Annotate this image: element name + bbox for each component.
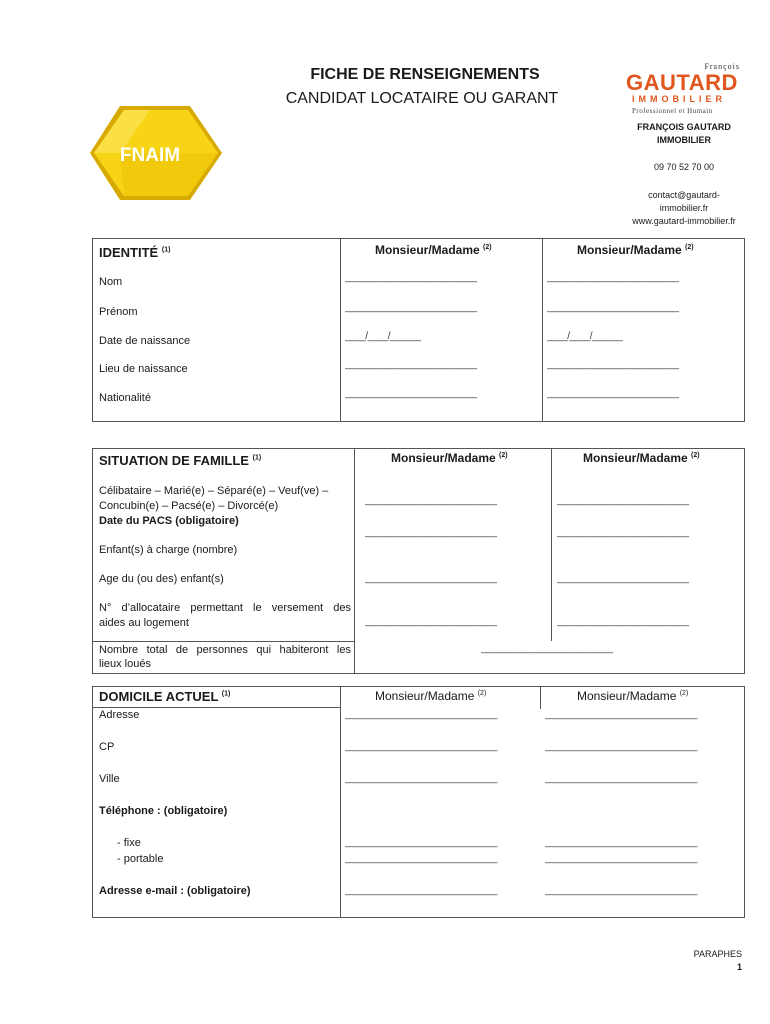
label-cp: CP [99, 741, 115, 753]
label-date-naissance: Date de naissance [99, 335, 191, 347]
label-statut-line2: Concubin(e) – Pacsé(e) – Divorcé(e) [99, 500, 279, 512]
prenom-field-1[interactable]: __________________________ [345, 302, 477, 313]
email-field-2[interactable]: ______________________________ [545, 885, 697, 896]
label-total-line1: Nombre total de personnes qui habiteront les [99, 644, 351, 656]
label-portable: - portable [117, 853, 164, 865]
date-naissance-field-2[interactable]: ____/____/______ [547, 331, 623, 342]
portable-field-2[interactable]: ______________________________ [545, 853, 697, 864]
cp-field-2[interactable]: ______________________________ [545, 741, 697, 752]
label-enfants: Enfant(s) à charge (nombre) [99, 544, 238, 556]
portable-field-1[interactable]: ______________________________ [345, 853, 497, 864]
label-telephone: Téléphone : (obligatoire) [99, 805, 228, 817]
gautard-logo-name: GAUTARD [626, 70, 738, 95]
prenom-field-2[interactable]: __________________________ [547, 302, 679, 313]
nom-field-1[interactable]: __________________________ [345, 272, 477, 283]
famille-title: SITUATION DE FAMILLE $^{(1)}$ [99, 453, 262, 468]
famille-col-2-header: Monsieur/Madame $^{(2)}$ [583, 451, 700, 465]
identite-col-1-header: Monsieur/Madame $^{(2)}$ [375, 243, 492, 257]
cp-field-1[interactable]: ______________________________ [345, 741, 497, 752]
label-email: Adresse e-mail : (obligatoire) [99, 885, 251, 897]
form-title: FICHE DE RENSEIGNEMENTS [310, 66, 540, 83]
identite-section [92, 238, 745, 422]
paraphes-label: PARAPHES [693, 949, 742, 959]
agency-phone: 09 70 52 70 00 [653, 162, 715, 172]
total-personnes-field[interactable]: __________________________ [481, 643, 613, 654]
age-field-1[interactable]: __________________________ [365, 573, 497, 584]
allocataire-field-1[interactable]: __________________________ [365, 616, 497, 627]
gautard-logo-top: François [704, 62, 740, 71]
label-statut-line1: Célibataire – Marié(e) – Séparé(e) – Veuf(ve) – [99, 485, 329, 497]
agency-name-line2: IMMOBILIER [657, 135, 711, 145]
page-number: 1 [736, 962, 742, 972]
label-fixe: - fixe [117, 837, 141, 849]
label-nationalite: Nationalité [99, 392, 151, 404]
pacs-field-1[interactable]: __________________________ [365, 527, 497, 538]
label-lieu-naissance: Lieu de naissance [99, 363, 188, 375]
nationalite-field-2[interactable]: __________________________ [547, 388, 679, 399]
paraphes-block [680, 948, 742, 974]
famille-section [92, 448, 745, 674]
allocataire-field-2[interactable]: __________________________ [557, 616, 689, 627]
gautard-logo [624, 62, 744, 120]
agency-name [604, 121, 764, 147]
label-ville: Ville [99, 773, 120, 785]
pacs-field-2[interactable]: __________________________ [557, 527, 689, 538]
fnaim-logo [90, 106, 222, 200]
gautard-logo-sub: IMMOBILIER [632, 94, 726, 104]
domicile-col-1-header: Monsieur/Madame $^{(2)}$ [375, 689, 487, 703]
famille-col-1-header: Monsieur/Madame $^{(2)}$ [391, 451, 508, 465]
ville-field-2[interactable]: ______________________________ [545, 773, 697, 784]
domicile-section [92, 686, 745, 918]
label-total-line2: lieux loués [99, 658, 151, 670]
label-prenom: Prénom [99, 306, 138, 318]
form-subtitle: CANDIDAT LOCATAIRE OU GARANT [285, 90, 559, 107]
gautard-logo-tagline: Professionnel et Humain [632, 107, 713, 115]
lieu-naissance-field-2[interactable]: __________________________ [547, 359, 679, 370]
label-allocataire-line1: N° d’allocataire permettant le versement des [99, 602, 351, 614]
agency-contact [604, 189, 764, 228]
label-date-pacs: Date du PACS (obligatoire) [99, 515, 239, 527]
label-age-enfants: Age du (ou des) enfant(s) [99, 573, 224, 585]
fnaim-logo-text: FNAIM [119, 145, 181, 166]
lieu-naissance-field-1[interactable]: __________________________ [345, 359, 477, 370]
agency-email-line2: immobilier.fr [659, 203, 709, 213]
nom-field-2[interactable]: __________________________ [547, 272, 679, 283]
age-field-2[interactable]: __________________________ [557, 573, 689, 584]
fixe-field-2[interactable]: ______________________________ [545, 837, 697, 848]
nationalite-field-1[interactable]: __________________________ [345, 388, 477, 399]
ville-field-1[interactable]: ______________________________ [345, 773, 497, 784]
adresse-field-1[interactable]: ______________________________ [345, 709, 497, 720]
label-allocataire-line2: aides au logement [99, 617, 189, 629]
date-naissance-field-1[interactable]: ____/____/______ [345, 331, 421, 342]
domicile-title: DOMICILE ACTUEL $^{(1)}$ [99, 689, 231, 704]
agency-email-line1: contact@gautard- [648, 190, 720, 200]
agency-name-line1: FRANÇOIS GAUTARD [637, 122, 731, 132]
domicile-col-2-header: Monsieur/Madame $^{(2)}$ [577, 689, 689, 703]
agency-website: www.gautard-immobilier.fr [632, 216, 736, 226]
label-adresse: Adresse [99, 709, 140, 721]
statut-field-2[interactable]: __________________________ [557, 495, 689, 506]
email-field-1[interactable]: ______________________________ [345, 885, 497, 896]
identite-title: IDENTITÉ $^{(1)}$ [99, 245, 171, 260]
label-nom: Nom [99, 276, 123, 288]
adresse-field-2[interactable]: ______________________________ [545, 709, 697, 720]
identite-col-2-header: Monsieur/Madame $^{(2)}$ [577, 243, 694, 257]
fixe-field-1[interactable]: ______________________________ [345, 837, 497, 848]
statut-field-1[interactable]: __________________________ [365, 495, 497, 506]
